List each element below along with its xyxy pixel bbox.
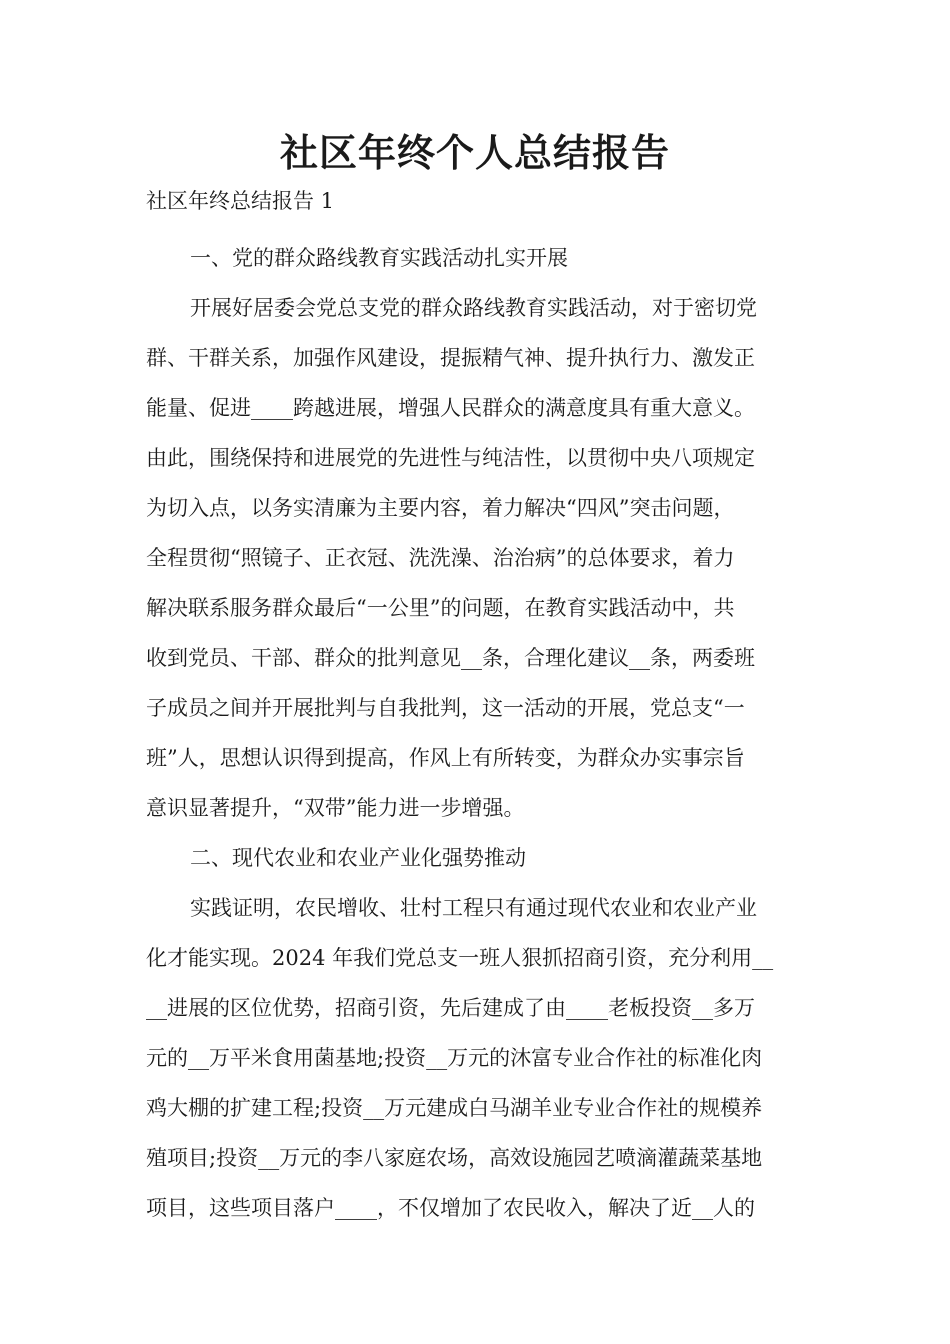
text-line: 全程贯彻“照镜子、正衣冠、洗洗澡、治治病”的总体要求，着力: [146, 546, 735, 570]
text-line: 意识显著提升，“双带”能力进一步增强。: [146, 796, 525, 820]
text-line: 殖项目;投资__万元的李八家庭农场，高效设施园艺喷滴灌蔬菜基地: [146, 1146, 763, 1170]
text-line: 收到党员、干部、群众的批判意见__条，合理化建议__条，两委班: [146, 646, 755, 670]
text-line: 一、党的群众路线教育实践活动扎实开展: [190, 246, 568, 270]
text-line: 二、现代农业和农业产业化强势推动: [190, 846, 526, 870]
text-line: __进展的区位优势，招商引资，先后建成了由____老板投资__多万: [146, 996, 755, 1020]
text-line: 项目，这些项目落户____，不仅增加了农民收入，解决了近__人的: [146, 1196, 755, 1220]
text-line: 子成员之间并开展批判与自我批判，这一活动的开展，党总支“一: [146, 696, 745, 720]
text-line: 鸡大棚的扩建工程;投资__万元建成白马湖羊业专业合作社的规模养: [146, 1096, 763, 1120]
text-line: 解决联系服务群众最后“一公里”的问题，在教育实践活动中，共: [146, 596, 735, 620]
text-line: 能量、促进____跨越进展，增强人民群众的满意度具有重大意义。: [146, 396, 755, 420]
body-text: [146, 233, 810, 1233]
text-line: 实践证明，农民增收、壮村工程只有通过现代农业和农业产业: [190, 896, 757, 920]
text-line: 由此，围绕保持和进展党的先进性与纯洁性，以贯彻中央八项规定: [146, 446, 755, 470]
page-title: 社区年终个人总结报告: [279, 130, 670, 175]
section-subtitle: 社区年终总结报告 1: [146, 189, 335, 213]
text-line: 元的__万平米食用菌基地;投资__万元的沐富专业合作社的标准化肉: [146, 1046, 763, 1070]
text-line: 班”人，思想认识得到提高，作风上有所转变，为群众办实事宗旨: [146, 746, 745, 770]
text-line: 开展好居委会党总支党的群众路线教育实践活动，对于密切党: [190, 296, 757, 320]
text-line: 为切入点，以务实清廉为主要内容，着力解决“四风”突击问题，: [146, 496, 735, 520]
text-line: 群、干群关系，加强作风建设，提振精气神、提升执行力、激发正: [146, 346, 755, 370]
text-line: 化才能实现。2024 年我们党总支一班人狠抓招商引资，充分利用__: [146, 946, 774, 970]
